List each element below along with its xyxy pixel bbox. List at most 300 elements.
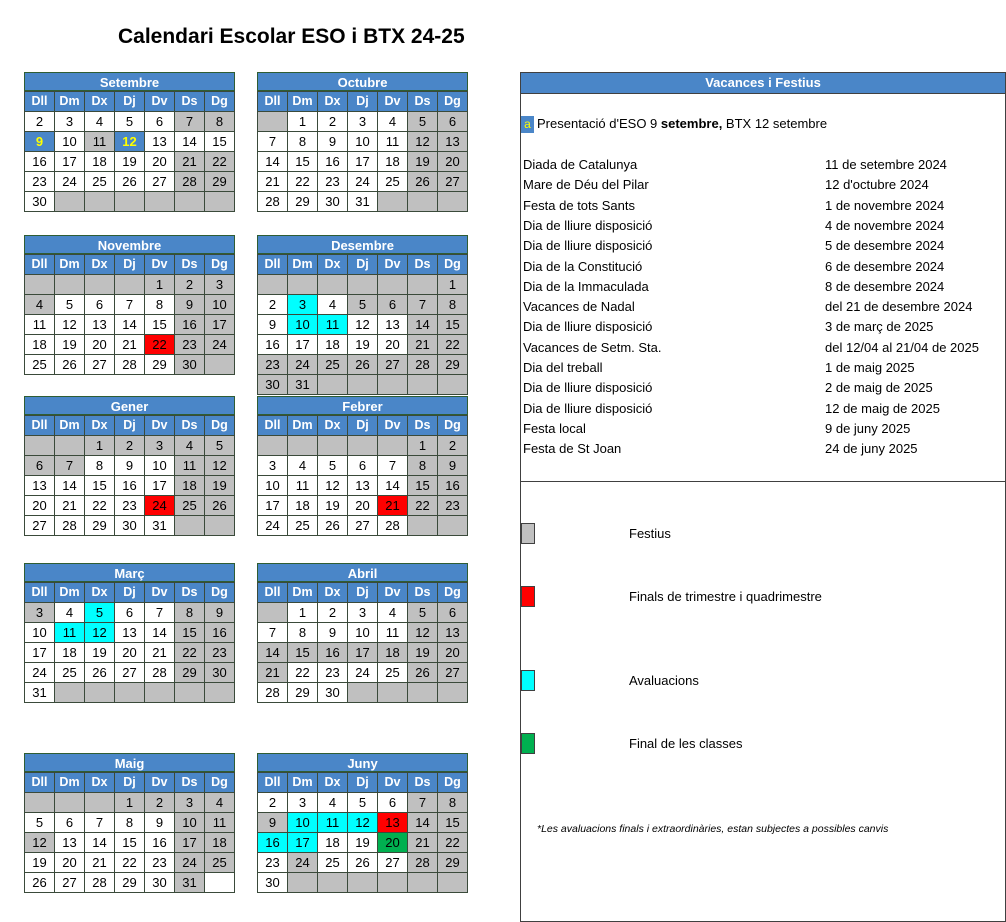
holiday-date: 1 de maig 2025 (825, 360, 915, 375)
holiday-date: 6 de desembre 2024 (825, 258, 945, 274)
day-cell: 2 (145, 793, 175, 813)
day-cell: 7 (55, 456, 85, 476)
month-calendar (24, 396, 235, 536)
day-cell: 4 (318, 793, 348, 813)
day-cell: 15 (288, 643, 318, 663)
day-cell (258, 112, 288, 132)
day-cell: 11 (318, 315, 348, 335)
day-cell: 5 (318, 456, 348, 476)
holiday-name: Dia de la Constitució (523, 258, 643, 274)
day-cell: 15 (408, 476, 438, 496)
weekday-header: Dv (145, 255, 175, 275)
day-cell: 5 (408, 603, 438, 623)
day-cell: 16 (258, 833, 288, 853)
legend-label: Finals de trimestre i quadrimestre (629, 589, 822, 604)
day-cell: 1 (288, 603, 318, 623)
day-cell: 10 (348, 132, 378, 152)
day-cell: 12 (205, 456, 235, 476)
day-cell: 17 (348, 152, 378, 172)
day-cell: 9 (318, 132, 348, 152)
weekday-header: Dll (258, 416, 288, 436)
day-cell: 30 (318, 683, 348, 703)
day-cell: 6 (438, 112, 468, 132)
day-cell: 17 (145, 476, 175, 496)
day-cell (348, 873, 378, 893)
presentation-swatch: a (521, 116, 534, 133)
legend-label: Final de les classes (629, 736, 743, 751)
day-cell: 16 (175, 315, 205, 335)
day-cell: 20 (25, 496, 55, 516)
day-cell: 19 (55, 335, 85, 355)
presentation-text-c: BTX 12 setembre (722, 116, 828, 131)
day-cell: 7 (85, 813, 115, 833)
day-cell: 30 (25, 192, 55, 212)
day-cell: 28 (258, 192, 288, 212)
day-cell: 2 (318, 603, 348, 623)
day-cell (408, 873, 438, 893)
weekday-header: Dm (288, 583, 318, 603)
day-cell: 9 (25, 132, 55, 152)
day-cell: 22 (438, 833, 468, 853)
weekday-header: Dll (258, 583, 288, 603)
day-cell: 6 (115, 603, 145, 623)
day-cell: 17 (258, 496, 288, 516)
day-cell (318, 275, 348, 295)
day-cell (378, 683, 408, 703)
day-cell: 27 (378, 853, 408, 873)
day-cell: 18 (175, 476, 205, 496)
day-cell (85, 683, 115, 703)
day-cell (348, 683, 378, 703)
day-cell: 12 (55, 315, 85, 335)
weekday-header: Dv (145, 92, 175, 112)
day-cell: 2 (258, 793, 288, 813)
day-cell: 17 (55, 152, 85, 172)
day-cell: 9 (175, 295, 205, 315)
weekday-header: Dj (115, 773, 145, 793)
day-cell: 15 (205, 132, 235, 152)
day-cell: 26 (85, 663, 115, 683)
holiday-name: Festa de St Joan (523, 441, 622, 457)
day-cell: 22 (438, 335, 468, 355)
holiday-date: del 21 de desembre 2024 (825, 299, 973, 315)
day-cell: 23 (175, 335, 205, 355)
day-cell: 10 (348, 623, 378, 643)
weekday-header: Dll (25, 773, 55, 793)
day-cell: 18 (378, 643, 408, 663)
day-cell: 24 (258, 516, 288, 536)
weekday-header: Dv (145, 583, 175, 603)
day-cell: 23 (258, 853, 288, 873)
day-cell: 19 (318, 496, 348, 516)
day-cell: 11 (25, 315, 55, 335)
day-cell: 17 (288, 833, 318, 853)
day-cell: 7 (408, 295, 438, 315)
holiday-name: Dia de lliure disposició (523, 400, 653, 416)
day-cell: 3 (175, 793, 205, 813)
day-cell: 29 (288, 192, 318, 212)
day-cell: 11 (85, 132, 115, 152)
day-cell: 24 (205, 335, 235, 355)
day-cell (438, 683, 468, 703)
holiday-name: Dia de la Immaculada (523, 278, 649, 294)
holiday-date: 2 de maig de 2025 (825, 380, 933, 396)
day-cell: 4 (25, 295, 55, 315)
day-cell: 20 (378, 833, 408, 853)
day-cell: 3 (348, 112, 378, 132)
day-cell: 8 (175, 603, 205, 623)
day-cell: 14 (408, 315, 438, 335)
day-cell: 20 (145, 152, 175, 172)
weekday-header: Ds (408, 773, 438, 793)
day-cell (348, 375, 378, 395)
day-cell: 3 (55, 112, 85, 132)
month-name: Febrer (257, 396, 468, 415)
day-cell: 22 (115, 853, 145, 873)
day-cell: 6 (438, 603, 468, 623)
holidays-panel (520, 72, 1006, 922)
day-cell: 5 (408, 112, 438, 132)
holiday-date: 9 de juny 2025 (825, 420, 911, 436)
day-cell: 17 (348, 643, 378, 663)
day-cell (408, 375, 438, 395)
day-cell: 4 (85, 112, 115, 132)
weekday-header: Dv (378, 92, 408, 112)
holiday-name: Festa de tots Sants (523, 197, 636, 213)
day-cell: 27 (348, 516, 378, 536)
day-cell (408, 192, 438, 212)
day-cell: 8 (288, 132, 318, 152)
day-cell: 15 (438, 813, 468, 833)
day-cell: 26 (25, 873, 55, 893)
day-cell: 22 (205, 152, 235, 172)
day-cell: 19 (115, 152, 145, 172)
day-cell (348, 436, 378, 456)
day-cell: 28 (145, 663, 175, 683)
day-cell: 1 (408, 436, 438, 456)
day-cell: 17 (25, 643, 55, 663)
legend-swatch (521, 670, 535, 691)
weekday-header: Dm (55, 773, 85, 793)
day-cell: 26 (205, 496, 235, 516)
day-cell: 17 (205, 315, 235, 335)
month-name: Maig (24, 753, 235, 772)
day-cell: 25 (318, 355, 348, 375)
day-cell: 24 (145, 496, 175, 516)
day-cell: 25 (378, 663, 408, 683)
weekday-header: Dx (85, 583, 115, 603)
day-cell: 6 (145, 112, 175, 132)
holiday-date: 12 de maig de 2025 (825, 400, 940, 416)
day-cell: 7 (145, 603, 175, 623)
day-cell: 3 (205, 275, 235, 295)
day-cell (258, 603, 288, 623)
day-cell: 18 (55, 643, 85, 663)
day-cell (175, 683, 205, 703)
weekday-header: Dj (348, 255, 378, 275)
day-cell: 15 (288, 152, 318, 172)
day-cell: 27 (25, 516, 55, 536)
day-cell: 14 (258, 643, 288, 663)
day-cell: 10 (258, 476, 288, 496)
day-cell (408, 275, 438, 295)
day-cell: 4 (288, 456, 318, 476)
month-calendar (24, 72, 235, 212)
day-cell: 7 (175, 112, 205, 132)
day-cell: 9 (438, 456, 468, 476)
holiday-date: 3 de març de 2025 (825, 319, 934, 335)
day-cell: 3 (288, 295, 318, 315)
presentation-note (521, 116, 827, 133)
day-cell: 29 (205, 172, 235, 192)
month-name: Març (24, 563, 235, 582)
day-cell: 6 (378, 793, 408, 813)
weekday-header: Dx (85, 416, 115, 436)
day-cell: 5 (205, 436, 235, 456)
day-cell: 15 (115, 833, 145, 853)
panel-header: Vacances i Festius (521, 73, 1005, 94)
day-cell: 7 (258, 623, 288, 643)
day-cell: 29 (175, 663, 205, 683)
day-cell: 2 (175, 275, 205, 295)
day-cell: 7 (378, 456, 408, 476)
weekday-header: Dv (378, 255, 408, 275)
day-cell: 26 (348, 355, 378, 375)
day-cell (288, 275, 318, 295)
weekday-header: Dg (438, 416, 468, 436)
day-cell: 19 (85, 643, 115, 663)
day-cell: 30 (145, 873, 175, 893)
weekday-header: Dx (318, 416, 348, 436)
day-cell: 20 (55, 853, 85, 873)
day-cell: 1 (145, 275, 175, 295)
day-cell: 28 (55, 516, 85, 536)
day-cell (25, 436, 55, 456)
day-cell: 15 (145, 315, 175, 335)
day-cell (175, 192, 205, 212)
weekday-header: Dg (438, 773, 468, 793)
weekday-header: Dg (205, 773, 235, 793)
day-cell: 19 (408, 152, 438, 172)
day-cell (205, 516, 235, 536)
month-calendar (257, 72, 468, 212)
day-cell (205, 873, 235, 893)
weekday-header: Dm (288, 255, 318, 275)
day-cell: 22 (175, 643, 205, 663)
legend-swatch (521, 523, 535, 544)
day-cell: 29 (438, 853, 468, 873)
weekday-header: Dv (378, 773, 408, 793)
day-cell: 13 (438, 132, 468, 152)
day-cell: 25 (318, 853, 348, 873)
day-cell: 13 (378, 315, 408, 335)
weekday-header: Dx (85, 92, 115, 112)
day-cell: 23 (258, 355, 288, 375)
day-cell: 10 (55, 132, 85, 152)
day-cell: 8 (438, 793, 468, 813)
day-cell (438, 516, 468, 536)
weekday-header: Dx (318, 583, 348, 603)
day-cell: 4 (175, 436, 205, 456)
weekday-header: Dv (378, 416, 408, 436)
holiday-date: del 12/04 al 21/04 de 2025 (825, 339, 979, 355)
day-cell: 10 (288, 315, 318, 335)
month-calendar (24, 563, 235, 703)
day-cell: 19 (408, 643, 438, 663)
day-cell: 1 (288, 112, 318, 132)
day-cell: 7 (115, 295, 145, 315)
day-cell: 5 (85, 603, 115, 623)
month-name: Octubre (257, 72, 468, 91)
day-cell: 21 (258, 663, 288, 683)
day-cell: 13 (145, 132, 175, 152)
day-cell: 15 (85, 476, 115, 496)
weekday-header: Ds (175, 92, 205, 112)
day-cell: 29 (85, 516, 115, 536)
day-cell: 8 (288, 623, 318, 643)
day-cell: 23 (25, 172, 55, 192)
day-cell: 13 (55, 833, 85, 853)
day-cell: 5 (25, 813, 55, 833)
day-cell (318, 436, 348, 456)
month-name: Setembre (24, 72, 235, 91)
weekday-header: Dx (318, 92, 348, 112)
day-cell (258, 275, 288, 295)
day-cell (55, 436, 85, 456)
day-cell: 27 (438, 663, 468, 683)
day-cell: 18 (318, 335, 348, 355)
holiday-name: Vacances de Nadal (523, 299, 635, 315)
weekday-header: Dll (258, 92, 288, 112)
month-calendar (257, 235, 468, 395)
day-cell: 21 (145, 643, 175, 663)
day-cell: 15 (438, 315, 468, 335)
day-cell: 23 (318, 172, 348, 192)
day-cell: 18 (85, 152, 115, 172)
day-cell: 22 (288, 172, 318, 192)
weekday-header: Dm (288, 773, 318, 793)
weekday-header: Dm (288, 416, 318, 436)
day-cell (115, 192, 145, 212)
day-cell: 25 (55, 663, 85, 683)
day-cell: 16 (318, 152, 348, 172)
day-cell: 7 (258, 132, 288, 152)
holiday-name: Diada de Catalunya (523, 157, 638, 172)
day-cell: 5 (348, 793, 378, 813)
day-cell: 2 (25, 112, 55, 132)
day-cell: 3 (145, 436, 175, 456)
day-cell: 16 (258, 335, 288, 355)
day-cell: 7 (408, 793, 438, 813)
day-cell: 13 (25, 476, 55, 496)
day-cell: 24 (348, 663, 378, 683)
day-cell: 26 (408, 172, 438, 192)
day-cell: 27 (55, 873, 85, 893)
day-cell: 10 (145, 456, 175, 476)
day-cell: 12 (408, 623, 438, 643)
day-cell (378, 375, 408, 395)
weekday-header: Dj (115, 92, 145, 112)
weekday-header: Ds (175, 416, 205, 436)
day-cell: 8 (438, 295, 468, 315)
day-cell: 16 (205, 623, 235, 643)
holiday-name: Dia de lliure disposició (523, 238, 653, 254)
day-cell: 31 (288, 375, 318, 395)
day-cell (115, 275, 145, 295)
day-cell: 3 (258, 456, 288, 476)
holiday-date: 24 de juny 2025 (825, 441, 918, 457)
day-cell: 20 (85, 335, 115, 355)
page-title: Calendari Escolar ESO i BTX 24-25 (118, 25, 465, 48)
day-cell (145, 683, 175, 703)
day-cell: 8 (85, 456, 115, 476)
day-cell: 5 (55, 295, 85, 315)
weekday-header: Dj (115, 583, 145, 603)
weekday-header: Ds (175, 583, 205, 603)
day-cell: 11 (55, 623, 85, 643)
weekday-header: Dj (348, 416, 378, 436)
day-cell: 23 (318, 663, 348, 683)
day-cell: 12 (408, 132, 438, 152)
day-cell: 4 (378, 603, 408, 623)
day-cell: 15 (175, 623, 205, 643)
day-cell: 11 (288, 476, 318, 496)
weekday-header: Dv (145, 416, 175, 436)
day-cell: 1 (115, 793, 145, 813)
day-cell: 19 (348, 335, 378, 355)
day-cell: 24 (348, 172, 378, 192)
day-cell: 25 (175, 496, 205, 516)
day-cell: 8 (205, 112, 235, 132)
weekday-header: Dm (55, 416, 85, 436)
weekday-header: Dg (205, 92, 235, 112)
day-cell: 24 (25, 663, 55, 683)
day-cell: 20 (378, 335, 408, 355)
day-cell (378, 436, 408, 456)
day-cell (378, 192, 408, 212)
day-cell: 18 (205, 833, 235, 853)
day-cell: 8 (145, 295, 175, 315)
day-cell: 29 (145, 355, 175, 375)
day-cell (288, 436, 318, 456)
day-cell: 28 (378, 516, 408, 536)
day-cell: 22 (408, 496, 438, 516)
day-cell (145, 192, 175, 212)
weekday-header: Dg (205, 255, 235, 275)
day-cell: 9 (115, 456, 145, 476)
day-cell: 17 (288, 335, 318, 355)
day-cell (408, 683, 438, 703)
day-cell (205, 683, 235, 703)
day-cell: 1 (85, 436, 115, 456)
month-name: Novembre (24, 235, 235, 254)
day-cell: 21 (408, 833, 438, 853)
day-cell: 14 (408, 813, 438, 833)
day-cell: 22 (85, 496, 115, 516)
day-cell: 9 (258, 315, 288, 335)
day-cell: 12 (115, 132, 145, 152)
day-cell (438, 192, 468, 212)
day-cell: 30 (115, 516, 145, 536)
day-cell: 30 (318, 192, 348, 212)
day-cell: 14 (55, 476, 85, 496)
holiday-name: Mare de Déu del Pilar (523, 177, 649, 193)
day-cell: 23 (145, 853, 175, 873)
weekday-header: Dj (348, 583, 378, 603)
holiday-name: Vacances de Setm. Sta. (523, 339, 662, 355)
day-cell: 31 (175, 873, 205, 893)
day-cell (175, 516, 205, 536)
